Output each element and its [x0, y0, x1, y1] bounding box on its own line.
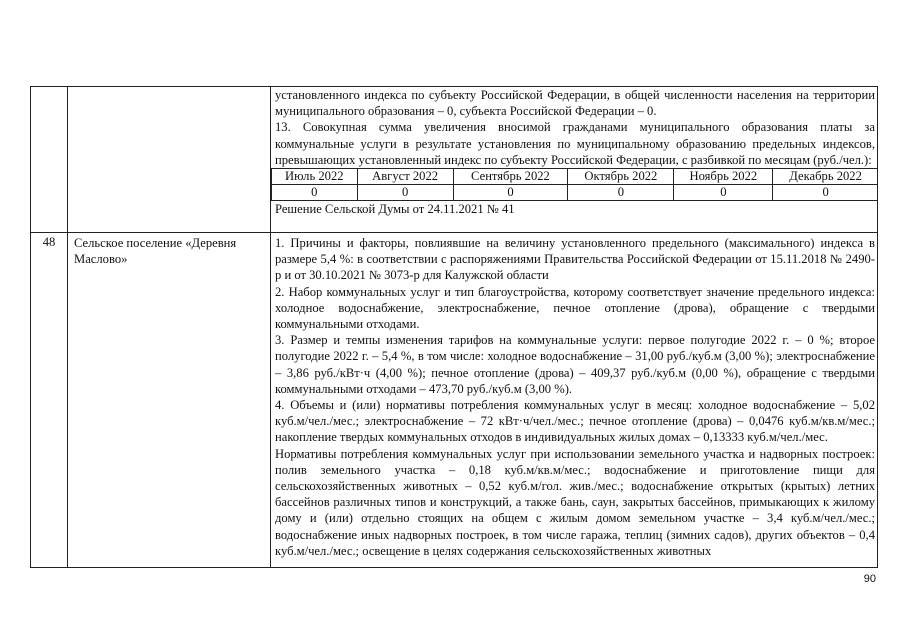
paragraph-13: 13. Совокупная сумма увеличения вносимой гражданами муниципального образования платы за коммунальные услуги в результате установления по муниципальному образованию предельных индексов, превышающих установленный индекс по субъекту Российской Федерации, с разбивкой по месяцам (руб./чел.): — [275, 120, 875, 167]
decision-text: Решение Сельской Думы от 24.11.2021 № 41 — [275, 202, 515, 217]
municipality-cell — [68, 87, 271, 232]
month-cell: Ноябрь 2022 — [674, 169, 773, 185]
paragraph-3: 3. Размер и темпы изменения тарифов на коммунальные услуги: первое полугодие 2022 г. – 0 %; второе полугодие 2022 г. – 5,4 %, в том числе: холодное водоснабжение – 31,00 руб./куб.м (3,00 %); электроснабжение – 3,86 руб./кВт·ч (4,00 %); печное отопление (дрова) – 409,37 руб./куб.м (0,00 %), обращение с твердыми коммунальными отходами – 473,70 руб./куб.м (3,00 %). — [275, 333, 875, 396]
paragraph-2: 2. Набор коммунальных услуг и тип благоустройства, которому соответствует значение предельного индекса: холодное водоснабжение, электроснабжение, печное отопление (дрова), обращение с твердыми коммунальными отходами. — [275, 284, 875, 332]
table-row-48 — [31, 233, 877, 568]
value-cell: 0 — [453, 185, 568, 201]
value-cell: 0 — [568, 185, 674, 201]
paragraph-12-tail: установленного индекса по субъекту Российской Федерации, в общей численности населения на территории муниципального образования – 0, субъекта Российской Федерации – 0. — [275, 88, 875, 119]
info-cell — [271, 233, 878, 568]
paragraph-4: 4. Объемы и (или) нормативы потребления коммунальных услуг в месяц: холодное водоснабжение – 5,02 куб.м/чел./мес.; электроснабжение – 72 кВт·ч/чел./мес.; печное отопление (дрова) – 0,0476 куб.м/кв.м/мес.; накопление твердых коммунальных отходов в индивидуальных жилых домах – 0,13333 куб.м/чел./мес. — [275, 398, 875, 445]
paragraph-1: 1. Причины и факторы, повлиявшие на величину установленного предельного (максимального) индекса в размере 5,4 %: в соответствии с распоряжениями Правительства Российской Федерации от 15.11.2018 № 2490-р и от 30.10.2021 № 3073-р для Калужской области — [275, 236, 875, 283]
page-number: 90 — [863, 573, 876, 585]
month-cell: Июль 2022 — [272, 169, 358, 185]
month-cell: Сентябрь 2022 — [453, 169, 568, 185]
number-cell — [31, 87, 68, 232]
number-cell — [31, 233, 68, 568]
info-text — [271, 233, 878, 559]
month-cell: Октябрь 2022 — [568, 169, 674, 185]
document-table — [30, 86, 878, 568]
values-row — [272, 185, 879, 201]
months-header-row — [272, 169, 879, 185]
row-number: 48 — [42, 235, 56, 249]
municipality-cell — [68, 233, 271, 568]
month-cell: Август 2022 — [357, 169, 453, 185]
month-cell: Декабрь 2022 — [773, 169, 878, 185]
monthly-increase-table — [271, 168, 878, 201]
value-cell: 0 — [272, 185, 358, 201]
municipality-name: Сельское поселение «Деревня Маслово» — [74, 236, 237, 267]
info-cell — [271, 87, 878, 232]
value-cell: 0 — [674, 185, 773, 201]
info-text — [271, 87, 878, 168]
value-cell: 0 — [773, 185, 878, 201]
paragraph-5: Нормативы потребления коммунальных услуг при использовании земельного участка и надворных построек: полив земельного участка – 0,18 куб.м/кв.м/мес.; водоснабжение и приготовление пищи для сельскохозяйственных животных – 0,52 куб.м/гол. жив./мес.; водоснабжение открытых (крытых) летних бассейнов различных типов и конструкций, а также бань, саун, закрытых бассейнов, примыкающих к жилому дому и (или) отдельно стоящих на общем с жилым домом земельном участке – 3,4 куб.м/чел./мес.; водоснабжение иных надворных построек, в том числе гаража, теплиц (зимних садов), других объектов – 0,4 куб.м/чел./мес.; освещение в целях содержания сельскохозяйственных животных — [275, 446, 875, 558]
value-cell: 0 — [357, 185, 453, 201]
table-row-continued — [31, 87, 877, 233]
